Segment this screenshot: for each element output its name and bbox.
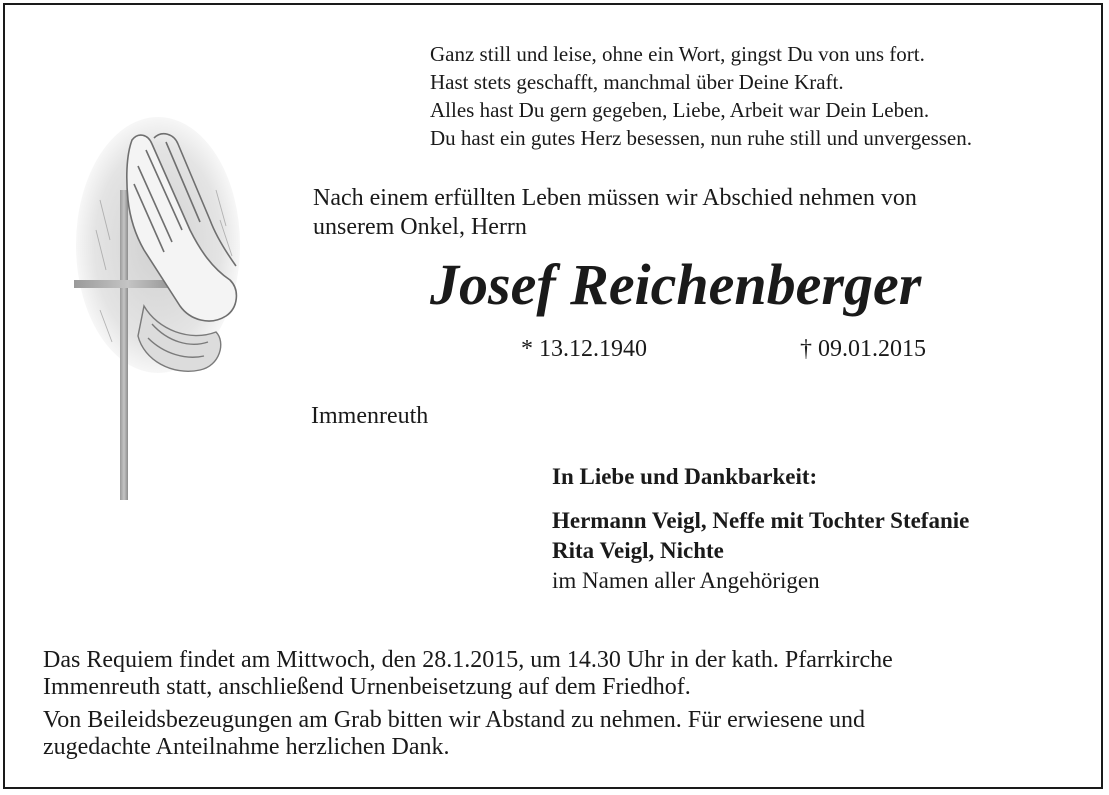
memorial-poem	[430, 40, 972, 152]
death-date: † 09.01.2015	[800, 336, 926, 362]
requiem-line: Das Requiem findet am Mittwoch, den 28.1.2015, um 14.30 Uhr in der kath. Pfarrkirche	[43, 647, 893, 673]
requiem-line: Immenreuth statt, anschließend Urnenbeisetzung auf dem Friedhof.	[43, 674, 691, 700]
intro-line: Nach einem erfüllten Leben müssen wir Abschied nehmen von	[313, 185, 917, 211]
condolence-line: zugedachte Anteilnahme herzlichen Dank.	[43, 734, 450, 760]
poem-line: Du hast ein gutes Herz besessen, nun ruhe still und unvergessen.	[430, 126, 973, 150]
condolence-line: Von Beileidsbezeugungen am Grab bitten wir Abstand zu nehmen. Für erwiesene und	[43, 707, 866, 733]
mourner-name: Hermann Veigl, Neffe mit Tochter Stefanie	[552, 508, 970, 533]
signoff-heading: In Liebe und Dankbarkeit:	[552, 464, 818, 489]
condolence-paragraph	[43, 707, 1083, 761]
poem-line: Ganz still und leise, ohne ein Wort, gingst Du von uns fort.	[430, 42, 925, 66]
mourner-list	[552, 506, 969, 566]
birth-date: * 13.12.1940	[521, 336, 647, 362]
place-name: Immenreuth	[311, 403, 429, 429]
footer-notice	[43, 647, 1083, 761]
intro-line: unserem Onkel, Herrn	[313, 214, 527, 240]
poem-line: Hast stets geschafft, manchmal über Deine Kraft.	[430, 70, 844, 94]
family-note: im Namen aller Angehörigen	[552, 568, 820, 593]
requiem-paragraph	[43, 647, 1083, 701]
mourner-name: Rita Veigl, Nichte	[552, 538, 724, 563]
praying-hands-cross-icon	[40, 80, 260, 510]
signoff-block	[552, 462, 969, 596]
poem-line: Alles hast Du gern gegeben, Liebe, Arbeit war Dein Leben.	[430, 98, 930, 122]
deceased-name: Josef Reichenberger	[430, 252, 922, 317]
intro-text	[313, 184, 917, 242]
